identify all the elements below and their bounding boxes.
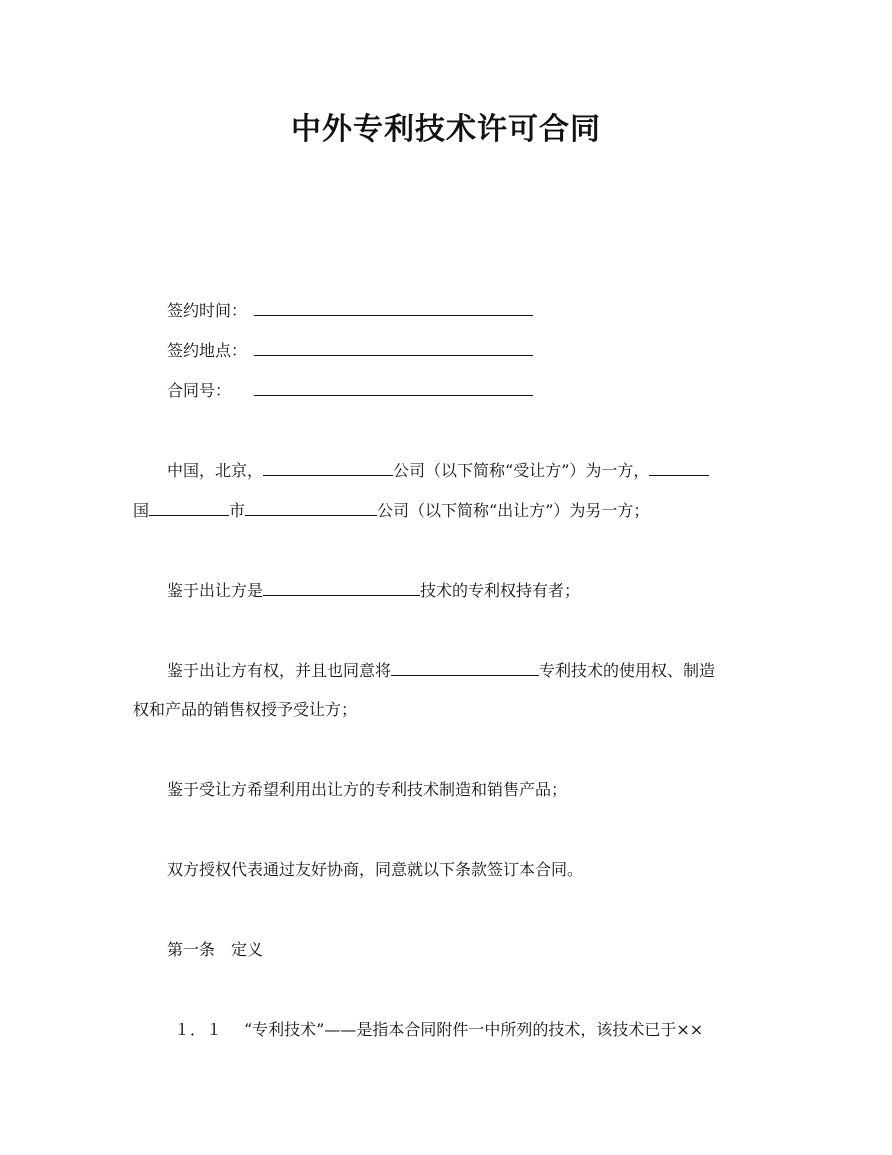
patent-tech-blank[interactable] xyxy=(263,578,420,596)
whereas-1a: 鉴于出让方是 xyxy=(167,581,264,600)
sign-place-field xyxy=(167,338,533,363)
whereas-2b: 专利技术的使用权、制造 xyxy=(539,661,716,680)
contract-no-label: 合同号： xyxy=(167,381,232,400)
whereas-1b: 技术的专利权持有者； xyxy=(420,581,581,600)
sign-place-blank[interactable] xyxy=(254,338,533,356)
intro-line-2 xyxy=(133,498,649,523)
licensed-tech-blank[interactable] xyxy=(391,658,539,676)
article-1-heading: 第一条 定义 xyxy=(167,940,264,959)
sign-date-blank[interactable] xyxy=(254,298,533,316)
whereas-2-line-1 xyxy=(167,658,715,683)
whereas-3: 鉴于受让方希望利用出让方的专利技术制造和销售产品； xyxy=(167,780,568,799)
contract-no-blank[interactable] xyxy=(254,378,533,396)
contract-no-field xyxy=(167,378,533,403)
clause-1-1-text: “专利技术”——是指本合同附件一中所列的技术，该技术已于×× xyxy=(244,1020,704,1039)
seller-company-blank[interactable] xyxy=(245,498,377,516)
seller-country-blank[interactable] xyxy=(649,458,709,476)
intro-text-1a: 中国，北京， xyxy=(167,461,264,480)
intro-text-1b: 公司（以下简称“受让方”）为一方， xyxy=(393,461,650,480)
sign-place-label: 签约地点： xyxy=(167,341,248,360)
intro-text-2c: 公司（以下简称“出让方”）为另一方； xyxy=(377,501,650,520)
intro-text-2a: 国 xyxy=(133,501,150,520)
sign-date-field xyxy=(167,298,533,323)
whereas-2a: 鉴于出让方有权，并且也同意将 xyxy=(167,661,392,680)
clause-1-1 xyxy=(174,1018,703,1042)
agreement-statement: 双方授权代表通过友好协商，同意就以下条款签订本合同。 xyxy=(167,860,584,879)
intro-text-2b: 市 xyxy=(229,501,246,520)
whereas-1 xyxy=(167,578,580,603)
document-title: 中外专利技术许可合同 xyxy=(291,112,601,147)
whereas-2c: 权和产品的销售权授予受让方； xyxy=(133,700,358,719)
seller-country-name-blank[interactable] xyxy=(149,498,229,516)
intro-line-1 xyxy=(167,458,709,483)
buyer-company-blank[interactable] xyxy=(263,458,393,476)
clause-1-1-number: １．１ xyxy=(174,1020,223,1039)
whereas-2-line-2 xyxy=(133,698,357,722)
sign-date-label: 签约时间： xyxy=(167,301,248,320)
